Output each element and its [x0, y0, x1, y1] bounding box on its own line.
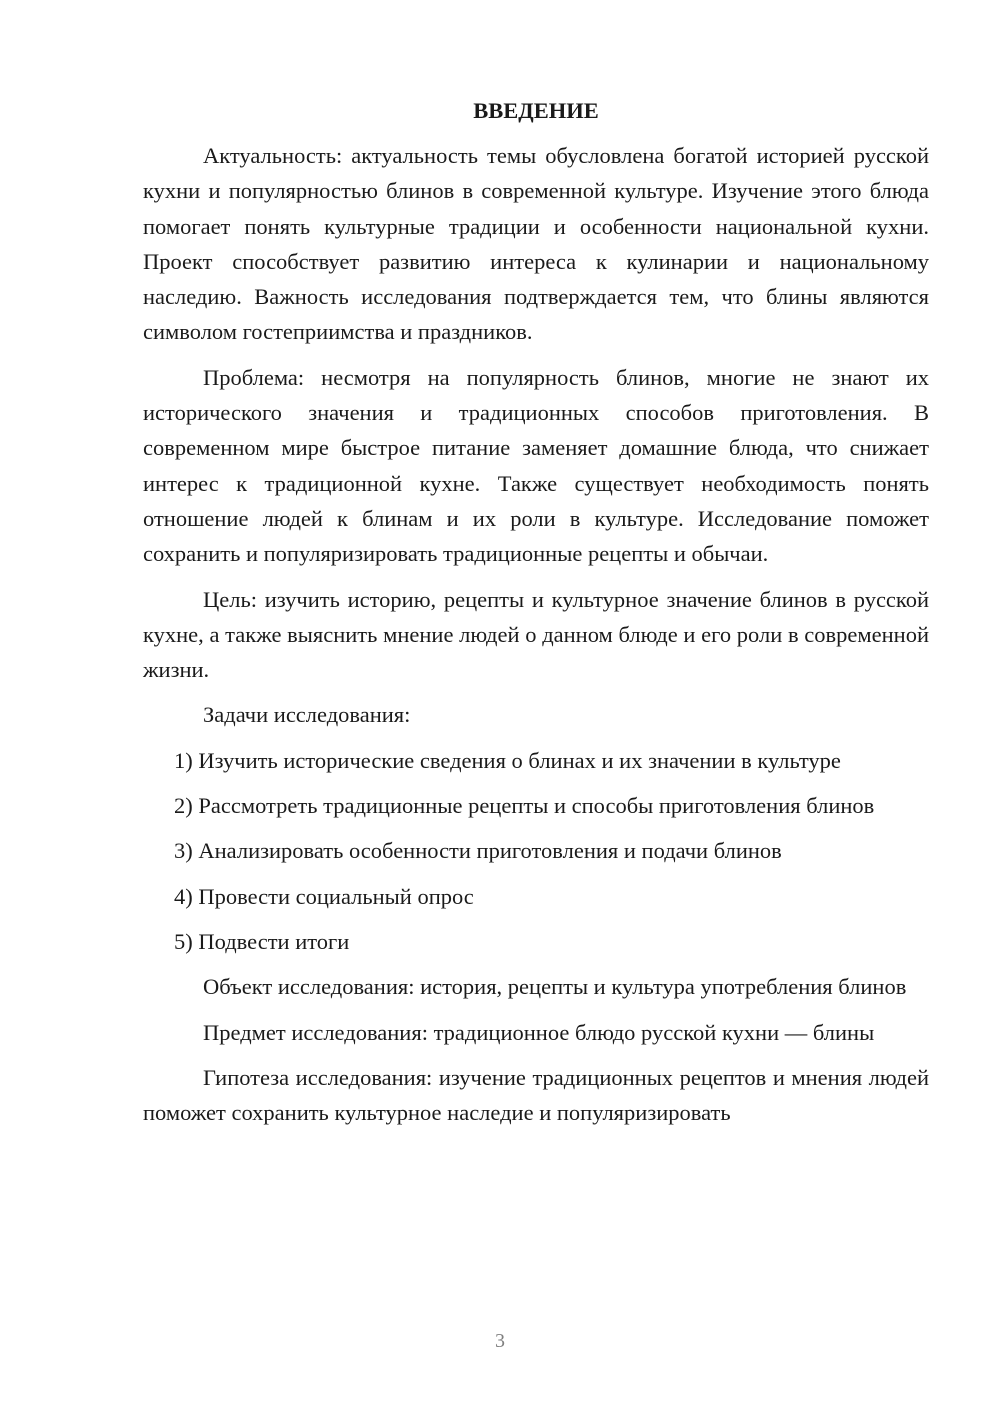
document-page	[143, 94, 929, 1140]
section-title: ВВЕДЕНИЕ	[473, 98, 599, 123]
hypothesis-paragraph: Гипотеза исследования: изучение традиционных рецептов и мнения людей поможет сохранить культурное наследие и популяризировать	[143, 1064, 929, 1126]
task-item: 5) Подвести итоги	[174, 928, 350, 954]
relevance-paragraph: Актуальность: актуальность темы обусловлена богатой историей русской кухни и популярностью блинов в современной культуре. Изучение этого блюда помогает понять культурные традиции и особенности национальной кухни. Проект способствует развитию интереса к кулинарии и национальному наследию. Важность исследования подтверждается тем, что блины являются символом гостеприимства и праздников.	[143, 143, 929, 345]
task-item: 2) Рассмотреть традиционные рецепты и способы приготовления блинов	[174, 793, 875, 819]
problem-paragraph: Проблема: несмотря на популярность блинов, многие не знают их исторического значения и традиционных способов приготовления. В современном мире быстрое питание заменяет домашние блюда, что снижает интерес к традиционной кухне. Также существует необходимость понять отношение людей к блинам и их роли в культуре. Исследование поможет сохранить и популяризировать традиционные рецепты и обычаи.	[143, 364, 929, 567]
task-item: 3) Анализировать особенности приготовления и подачи блинов	[174, 838, 782, 864]
subject-paragraph: Предмет исследования: традиционное блюдо русской кухни — блины	[203, 1019, 875, 1045]
tasks-heading: Задачи исследования:	[203, 702, 411, 728]
object-paragraph: Объект исследования: история, рецепты и культура употребления блинов	[203, 974, 907, 1000]
task-item: 1) Изучить исторические сведения о блинах и их значении в культуре	[174, 747, 841, 773]
page-number: 3	[495, 1330, 505, 1352]
goal-paragraph: Цель: изучить историю, рецепты и культурное значение блинов в русской кухне, а также выяснить мнение людей о данном блюде и его роли в современной жизни.	[143, 586, 929, 683]
task-item: 4) Провести социальный опрос	[174, 883, 474, 909]
